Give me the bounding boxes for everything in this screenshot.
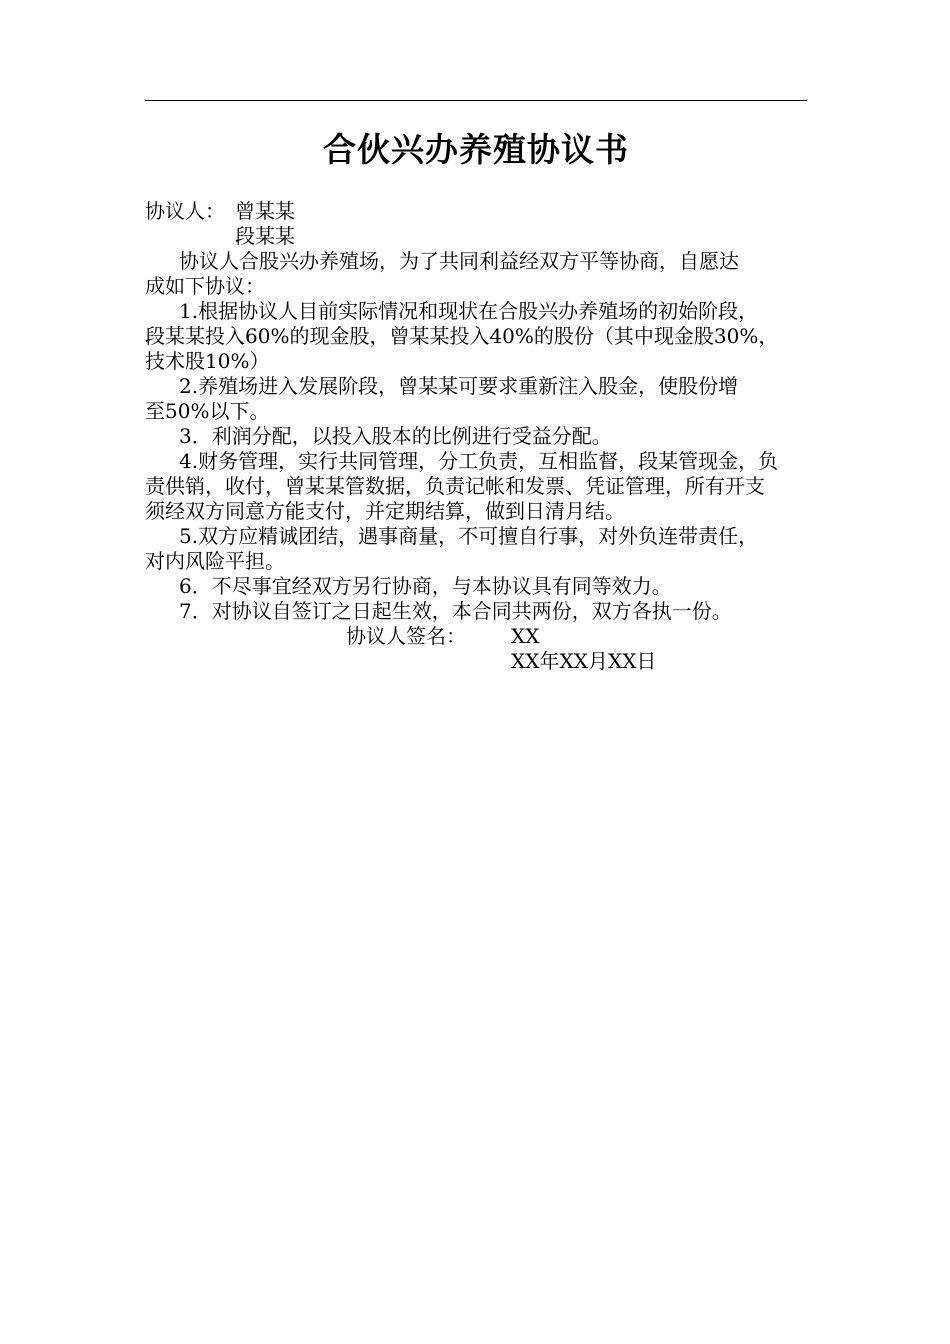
clause-1-line: 段某某投入60%的现金股，曾某某投入40%的股份（其中现金股30%， [145,324,779,348]
clause-4-line: 须经双方同意方能支付，并定期结算，做到日清月结。 [145,499,625,523]
party-1-name: 曾某某 [235,199,295,223]
clause-6-line: 6．不尽事宜经双方另行协商，与本协议具有同等效力。 [179,574,672,598]
clause-7-line: 7．对协议自签订之日起生效，本合同共两份，双方各执一份。 [179,599,732,623]
header-rule [145,100,807,101]
party-2-name: 段某某 [235,224,295,248]
clause-2-line: 至50%以下。 [145,399,270,423]
clause-4-line: 责供销，收付，曾某某管数据，负责记帐和发票、凭证管理，所有开支 [145,474,765,498]
intro-line: 协议人合股兴办养殖场，为了共同利益经双方平等协商，自愿达 [179,249,739,273]
signature-label: 协议人签名： [346,624,466,648]
clause-1-line: 技术股10%） [145,349,270,373]
clause-3-line: 3．利润分配，以投入股本的比例进行受益分配。 [179,424,612,448]
clause-4-line: 4.财务管理，实行共同管理，分工负责，互相监督，段某管现金，负 [179,449,779,473]
parties-label: 协议人： [145,199,225,223]
signature-name: XX [511,624,540,648]
signature-date: XX年XX月XX日 [511,649,657,673]
clause-1-line: 1.根据协议人目前实际情况和现状在合股兴办养殖场的初始阶段， [179,299,759,323]
clause-5-line: 对内风险平担。 [145,549,285,573]
intro-line: 成如下协议： [145,274,265,298]
clause-2-line: 2.养殖场进入发展阶段，曾某某可要求重新注入股金，使股份增 [179,374,739,398]
document-title: 合伙兴办养殖协议书 [323,130,629,169]
clause-5-line: 5.双方应精诚团结，遇事商量，不可擅自行事，对外负连带责任， [179,524,759,548]
